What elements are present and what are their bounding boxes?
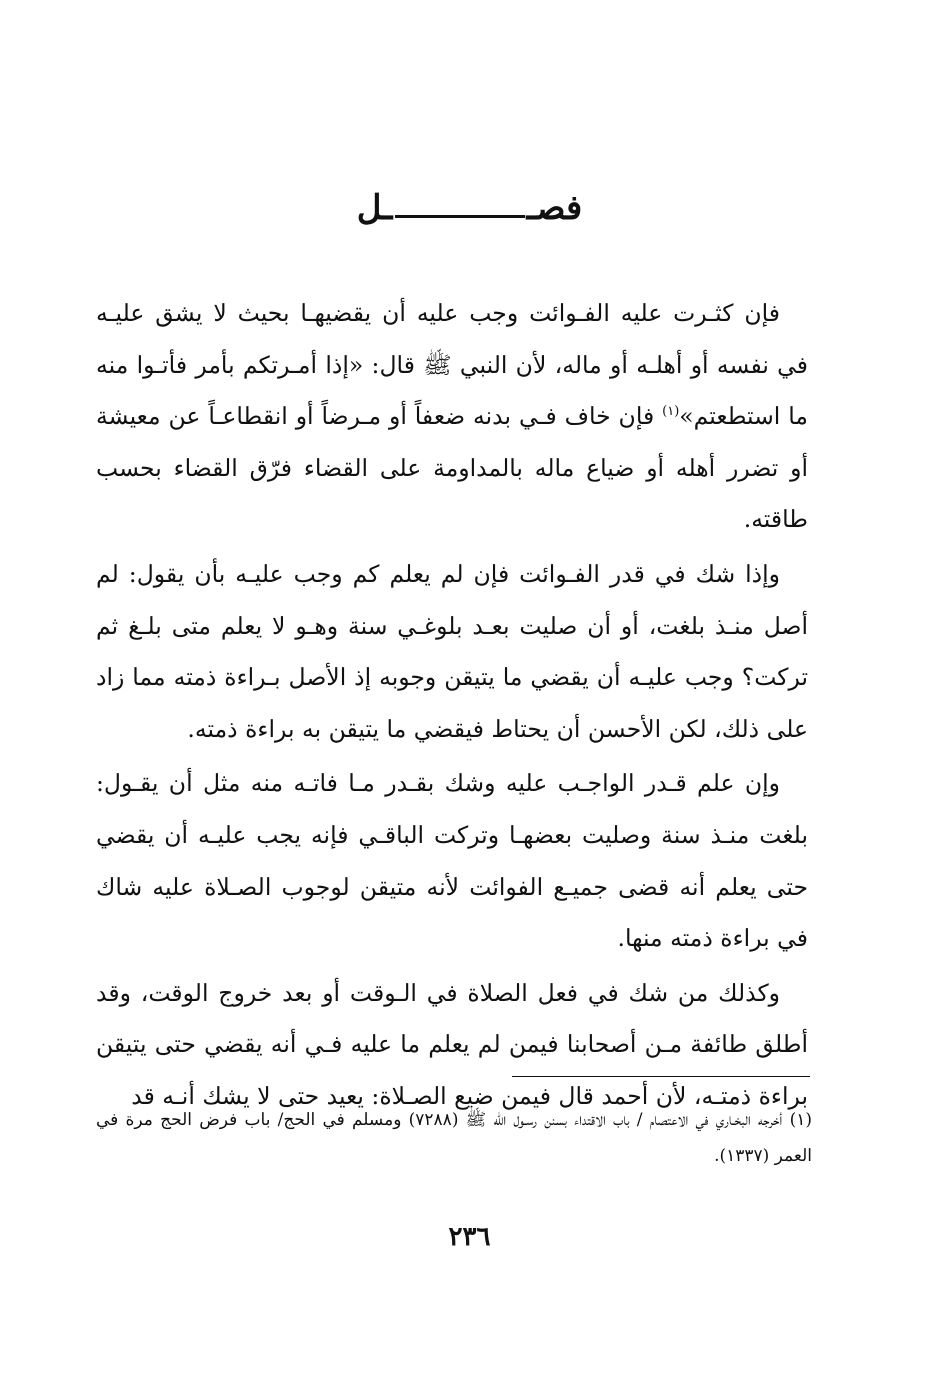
- paragraph: وإذا شك في قدر الفـوائت فإن لم يعلم كم وجب عليـه بأن يقول: لم أصل منـذ بلغت، أو أن صليت بعـد بلوغـي سنة وهـو لا يعلم متى بلـغ ثم تركت؟ وجب عليـه أن يقضي ما يتيقن وجوبه إذ الأصل بـراءة ذمته مما زاد على ذلك، لكن الأحسن أن يحتاط فيقضي ما يتيقن به براءة ذمته.: [96, 559, 808, 743]
- paragraph: وكذلك من شك في فعل الصلاة في الـوقت أو بعد خروج الوقت، وقد أطلق طائفة مـن أصحابنا فيمن لم يعلم ما عليه فـي أنه يقضي حتى يتيقن براءة ذمتـه، لأن أحمد قال فيمن ضيع الصـلاة: يعيد حتى لا يشك أنـه قد: [96, 978, 808, 1110]
- heading-kashida-stroke: [395, 215, 525, 218]
- paragraph: وإن علم قـدر الواجـب عليه وشك بقـدر مـا فاتـه منه مثل أن يقـول: بلغت منـذ سنة وصليت بعضهـا وتركت الباقـي فإنه يجب عليـه أن يقضي حتى يعلم أنه قضى جميـع الفوائت لأنه متيقن لوجوب الصـلاة عليه شاك في براءة ذمته منها.: [96, 769, 808, 953]
- paragraph-text: فإن كثـرت عليه الفـوائت وجب عليه أن يقضيهـا بحيث لا يشق عليـه في نفسه أو أهلـه أو ماله، لأن النبي ﷺ قال: «إذا أمـرتكم بأمر فأتـوا منه ما استطعتم»: [96, 299, 808, 431]
- heading-word-start: فصـ: [526, 188, 583, 228]
- body-text: [96, 288, 808, 1123]
- paragraph-text: فإن خاف فـي بدنه ضعفاً أو مـرضاً أو انقطاعـاً عن معيشة أو تضرر أهله أو ضياع ماله بالمداومة على القضاء فرّق القضاء بحسب طاقته.: [96, 402, 808, 534]
- footnote: [96, 1102, 812, 1174]
- paragraph: [96, 288, 808, 546]
- section-heading: [0, 178, 939, 238]
- footnote-text: (١) أخرجه البخـاري في الاعتصام / باب الاقتداء بسنن رسـول الله ﷺ (٧٢٨٨) ومسلم في الحج/ باب فرض الحج مرة في العمر (١٣٣٧).: [96, 1110, 813, 1166]
- heading-word-end: ـل: [356, 188, 393, 228]
- footnote-reference[interactable]: (١): [662, 404, 680, 420]
- footnote-divider: [512, 1076, 810, 1077]
- page-number: ٢٣٦: [448, 1222, 491, 1252]
